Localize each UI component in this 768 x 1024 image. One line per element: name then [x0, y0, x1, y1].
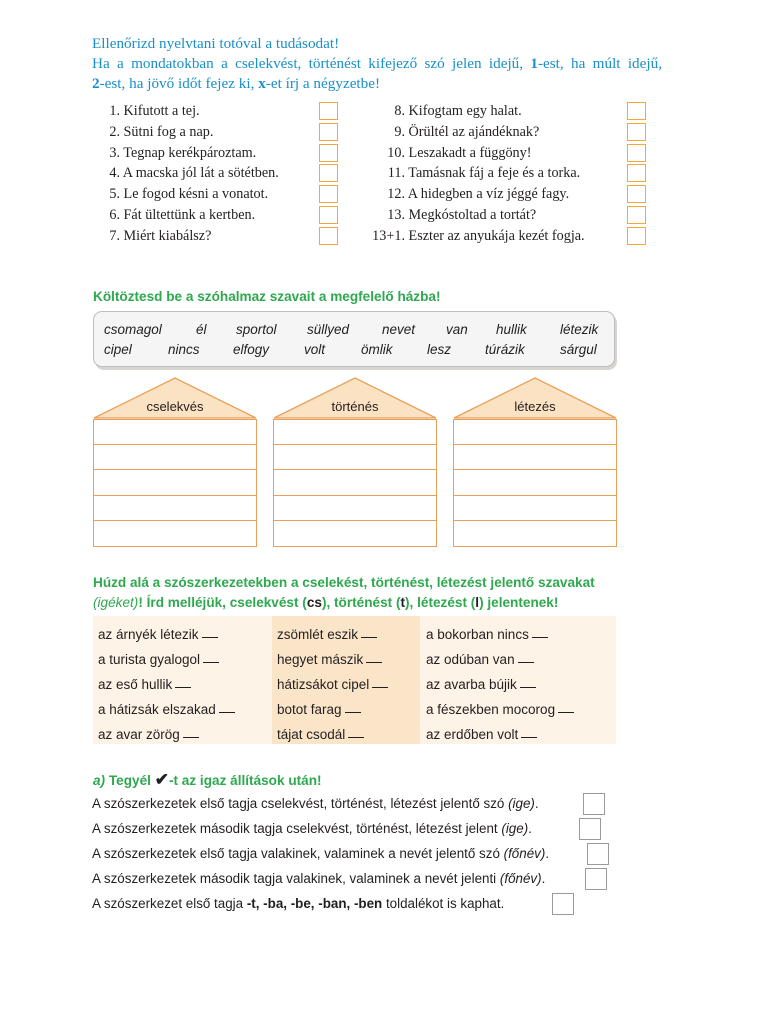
- word-item[interactable]: sárgul: [560, 342, 597, 357]
- question-row: 10. Leszakadt a függöny!: [368, 143, 658, 164]
- answer-box[interactable]: [319, 102, 338, 120]
- phrase-item: hátizsákot cipel: [277, 677, 388, 692]
- phrase-item: a bokorban nincs: [426, 627, 548, 642]
- answer-blank[interactable]: [532, 637, 548, 638]
- word-item[interactable]: süllyed: [307, 322, 350, 337]
- question-row: 12. A hidegben a víz jéggé fagy.: [368, 184, 658, 205]
- write-line[interactable]: [94, 419, 256, 445]
- house-letezes: [453, 376, 617, 547]
- write-line[interactable]: [274, 521, 436, 547]
- word-item[interactable]: csomagol: [104, 322, 162, 337]
- answer-blank[interactable]: [203, 662, 219, 663]
- house-lines: [93, 419, 257, 547]
- write-line[interactable]: [274, 419, 436, 445]
- write-line[interactable]: [94, 496, 256, 522]
- phrase-item: a hátizsák elszakad: [98, 702, 235, 717]
- totó-instructions: [92, 34, 662, 94]
- answer-blank[interactable]: [345, 712, 361, 713]
- question-row: 4. A macska jól lát a sötétben.: [96, 163, 346, 184]
- house-tortenes: [273, 376, 437, 547]
- answer-blank[interactable]: [558, 712, 574, 713]
- word-item[interactable]: nevet: [382, 322, 416, 337]
- write-line[interactable]: [94, 470, 256, 496]
- answer-blank[interactable]: [366, 662, 382, 663]
- answer-blank[interactable]: [175, 687, 191, 688]
- statement-checkbox[interactable]: [552, 893, 574, 915]
- phrase-item: a turista gyalogol: [98, 652, 219, 667]
- phrase-item: az árnyék létezik: [98, 627, 218, 642]
- question-list-right: [368, 101, 658, 247]
- statement-3: A szószerkezetek első tagja valakinek, valaminek a nevét jelentő szó (főnév).: [92, 846, 550, 861]
- question-row: 6. Fát ültettünk a kertben.: [96, 205, 346, 226]
- answer-blank[interactable]: [520, 687, 536, 688]
- question-row: 2. Sütni fog a nap.: [96, 122, 346, 143]
- phrase-column-2: [272, 616, 420, 744]
- house-label: létezés: [514, 399, 556, 414]
- write-line[interactable]: [454, 521, 616, 547]
- question-row: 8. Kifogtam egy halat.: [368, 101, 658, 122]
- section3-heading: Húzd alá a szószerkezetekben a cselekést, történést, létezést jelentő szavakat (igéket)! Írd melléjük, cselekvést (cs), történést (t), létezést (l) jelentenek!: [93, 575, 595, 610]
- word-item[interactable]: nincs: [168, 342, 200, 357]
- answer-box[interactable]: [319, 185, 338, 203]
- word-item[interactable]: van: [446, 322, 468, 337]
- answer-blank[interactable]: [361, 637, 377, 638]
- phrase-item: az avarba bújik: [426, 677, 536, 692]
- word-item[interactable]: cipel: [104, 342, 132, 357]
- answer-blank[interactable]: [348, 737, 364, 738]
- question-row: 13+1. Eszter az anyukája kezét fogja.: [368, 226, 658, 247]
- word-item[interactable]: él: [196, 322, 207, 337]
- phrase-item: botot farag: [277, 702, 361, 717]
- word-item[interactable]: lesz: [427, 342, 452, 357]
- instruction-line-3: 2-est, ha jövő időt fejez ki, x-et írj a négyzetbe!: [92, 75, 381, 92]
- statement-1: A szószerkezetek első tagja cselekvést, történést, létezést jelentő szó (ige).: [92, 796, 539, 811]
- house-lines: [453, 419, 617, 547]
- answer-box[interactable]: [627, 144, 646, 162]
- answer-box[interactable]: [627, 123, 646, 141]
- answer-box[interactable]: [627, 102, 646, 120]
- answer-box[interactable]: [319, 164, 338, 182]
- house-label: cselekvés: [146, 399, 204, 414]
- instruction-line-2: Ha a mondatokban a cselekvést, történést kifejező szó jelen idejű, 1-est, ha múlt idejű,: [92, 55, 662, 72]
- answer-box[interactable]: [627, 164, 646, 182]
- question-row: 13. Megkóstoltad a tortát?: [368, 205, 658, 226]
- answer-box[interactable]: [627, 185, 646, 203]
- write-line[interactable]: [94, 521, 256, 547]
- section2-heading: Költöztesd be a szóhalmaz szavait a megfelelő házba!: [93, 289, 441, 304]
- word-item[interactable]: hullik: [496, 322, 527, 337]
- house-cselekves: [93, 376, 257, 547]
- answer-blank[interactable]: [518, 662, 534, 663]
- answer-blank[interactable]: [372, 687, 388, 688]
- question-list-left: [96, 101, 346, 247]
- phrase-item: a fészekben mocorog: [426, 702, 574, 717]
- write-line[interactable]: [274, 445, 436, 471]
- write-line[interactable]: [454, 445, 616, 471]
- phrase-item: az avar zörög: [98, 727, 199, 742]
- write-line[interactable]: [274, 470, 436, 496]
- answer-blank[interactable]: [183, 737, 199, 738]
- statement-2: A szószerkezetek második tagja cselekvést, történést, létezést jelent (ige).: [92, 821, 532, 836]
- phrase-item: tájat csodál: [277, 727, 364, 742]
- instruction-line-1: Ellenőrizd nyelvtani totóval a tudásodat!: [92, 35, 340, 52]
- word-pool-box: [93, 311, 615, 367]
- answer-blank[interactable]: [219, 712, 235, 713]
- write-line[interactable]: [274, 496, 436, 522]
- statement-checkbox[interactable]: [587, 843, 609, 865]
- write-line[interactable]: [454, 496, 616, 522]
- checkmark-icon: ✔: [154, 770, 169, 789]
- answer-box[interactable]: [319, 144, 338, 162]
- house-label: történés: [331, 399, 379, 414]
- answer-blank[interactable]: [202, 637, 218, 638]
- word-item[interactable]: elfogy: [233, 342, 270, 357]
- write-line[interactable]: [94, 445, 256, 471]
- word-item[interactable]: ömlik: [361, 342, 393, 357]
- word-item[interactable]: túrázik: [485, 342, 525, 357]
- question-row: 11. Tamásnak fáj a feje és a torka.: [368, 163, 658, 184]
- phrase-column-1: [93, 616, 272, 744]
- question-row: 7. Miért kiabálsz?: [96, 226, 346, 247]
- house-lines: [273, 419, 437, 547]
- answer-box[interactable]: [627, 206, 646, 224]
- phrase-item: zsömlét eszik: [277, 627, 377, 642]
- question-row: 3. Tegnap kerékpároztam.: [96, 143, 346, 164]
- answer-box[interactable]: [319, 123, 338, 141]
- write-line[interactable]: [454, 470, 616, 496]
- phrase-item: hegyet mászik: [277, 652, 382, 667]
- word-item[interactable]: sportol: [236, 322, 277, 337]
- phrase-table: [93, 616, 616, 744]
- answer-box[interactable]: [319, 206, 338, 224]
- phrase-column-3: [420, 616, 616, 744]
- question-row: 9. Örültél az ajándéknak?: [368, 122, 658, 143]
- question-row: 1. Kifutott a tej.: [96, 101, 346, 122]
- statement-checkbox[interactable]: [585, 868, 607, 890]
- question-row: 5. Le fogod késni a vonatot.: [96, 184, 346, 205]
- phrase-item: az erdőben volt: [426, 727, 537, 742]
- section4-heading: a) Tegyél ✔-t az igaz állítások után!: [93, 770, 322, 789]
- answer-blank[interactable]: [521, 737, 537, 738]
- statement-4: A szószerkezetek második tagja valakinek, valaminek a nevét jelenti (főnév).: [92, 871, 546, 886]
- phrase-item: az eső hullik: [98, 677, 191, 692]
- write-line[interactable]: [454, 419, 616, 445]
- answer-box[interactable]: [319, 227, 338, 245]
- word-item[interactable]: volt: [304, 342, 326, 357]
- statement-5: A szószerkezet első tagja -t, -ba, -be, -ban, -ben toldalékot is kaphat.: [92, 896, 505, 911]
- word-item[interactable]: létezik: [560, 322, 599, 337]
- answer-box[interactable]: [627, 227, 646, 245]
- statement-checkbox[interactable]: [579, 818, 601, 840]
- statement-checkbox[interactable]: [583, 793, 605, 815]
- phrase-item: az odúban van: [426, 652, 534, 667]
